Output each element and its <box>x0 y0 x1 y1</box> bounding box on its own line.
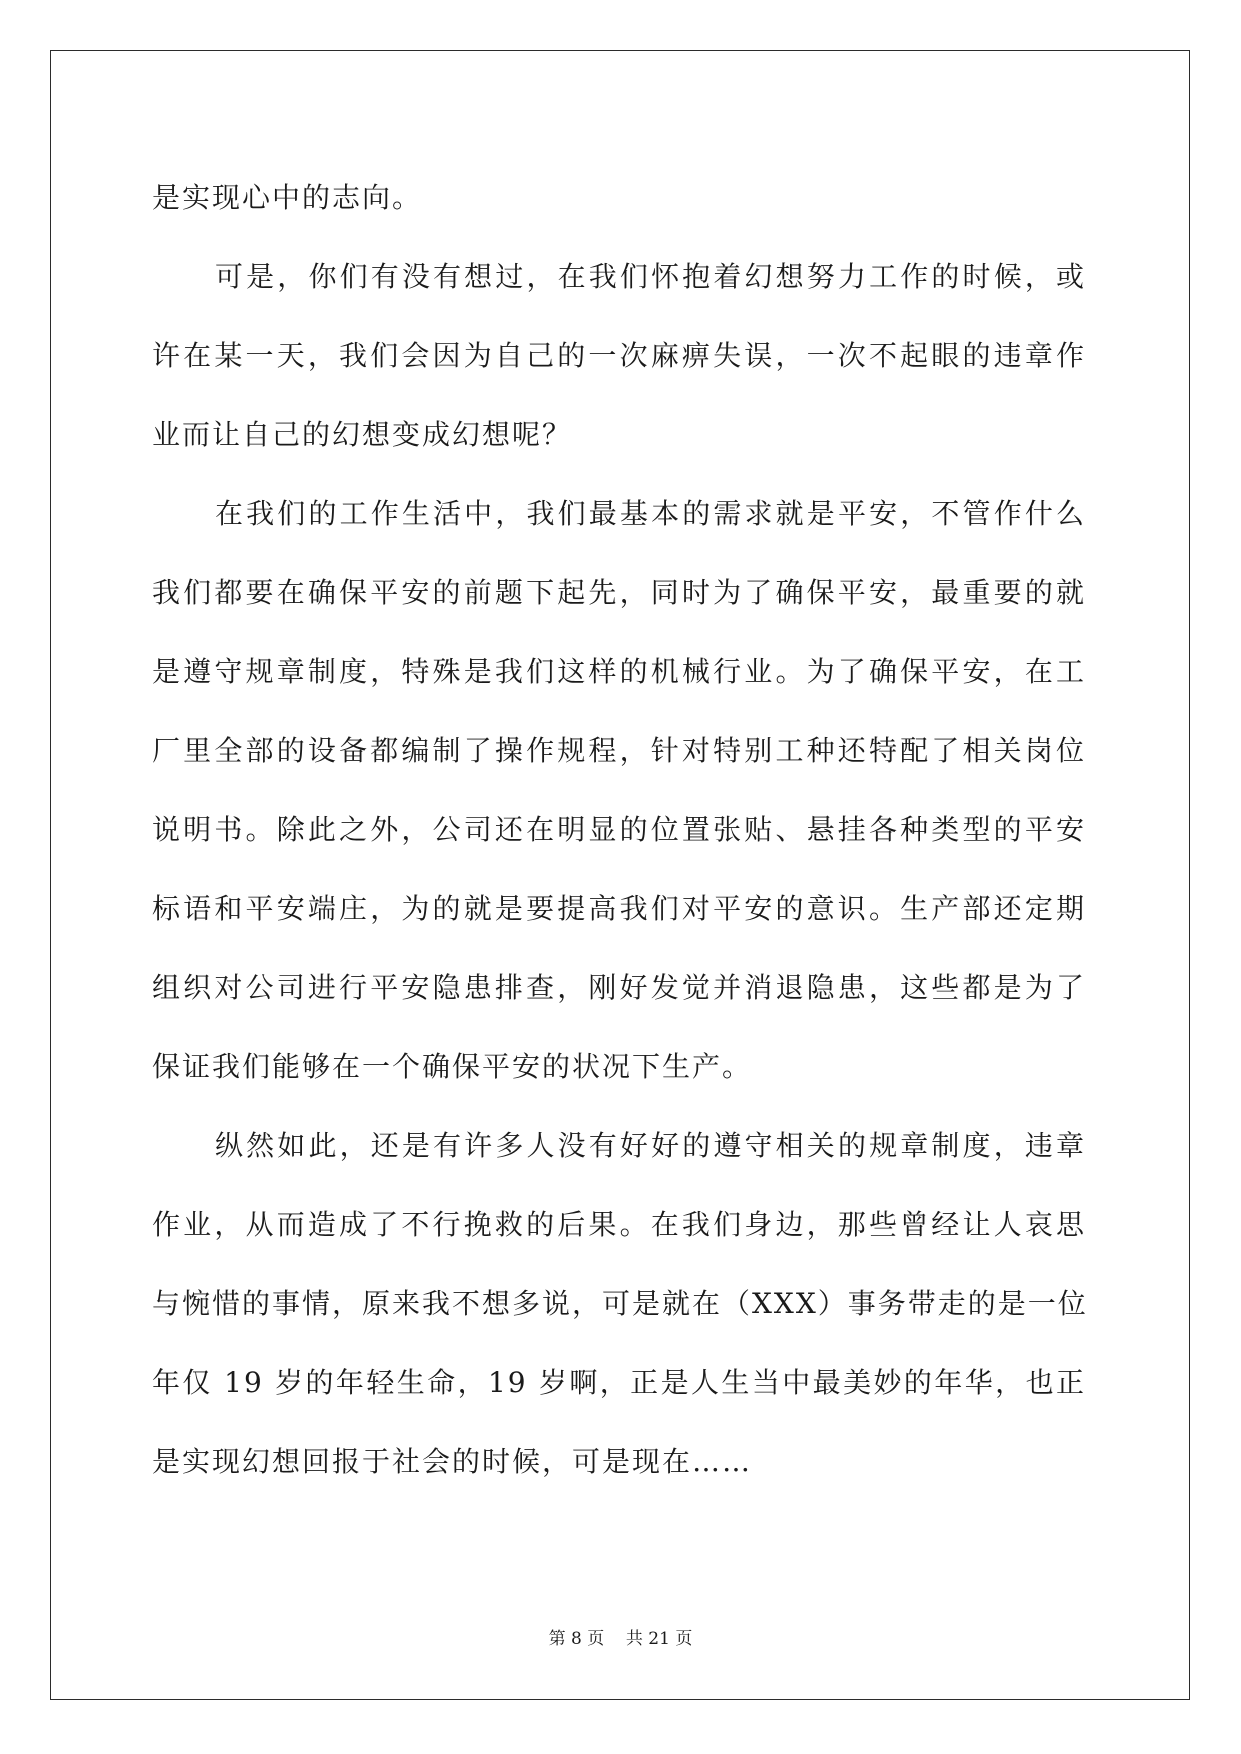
text-line: 业而让自己的幻想变成幻想呢？ <box>152 418 573 451</box>
text-line: 年仅 19 岁的年轻生命，19 岁啊，正是人生当中最美妙的年华，也正 <box>152 1366 1086 1399</box>
text-line: 是实现幻想回报于社会的时候，可是现在…… <box>152 1445 753 1478</box>
text-line: 在我们的工作生活中，我们最基本的需求就是平安，不管作什么 <box>215 497 1086 530</box>
text-line: 说明书。除此之外，公司还在明显的位置张贴、悬挂各种类型的平安 <box>152 813 1086 846</box>
text-line: 作业，从而造成了不行挽救的后果。在我们身边，那些曾经让人哀思 <box>152 1208 1086 1241</box>
text-line: 与惋惜的事情，原来我不想多说，可是就在（XXX）事务带走的是一位 <box>152 1287 1088 1320</box>
text-line: 纵然如此，还是有许多人没有好好的遵守相关的规章制度，违章 <box>215 1129 1086 1162</box>
text-line: 是实现心中的志向。 <box>152 181 423 214</box>
page-number: 第 8 页 共 21 页 <box>548 1629 693 1649</box>
text-line: 标语和平安端庄，为的就是要提高我们对平安的意识。生产部还定期 <box>152 892 1086 925</box>
text-line: 许在某一天，我们会因为自己的一次麻痹失误，一次不起眼的违章作 <box>152 339 1086 372</box>
text-line: 组织对公司进行平安隐患排查，刚好发觉并消退隐患，这些都是为了 <box>152 971 1086 1004</box>
text-line: 厂里全部的设备都编制了操作规程，针对特别工种还特配了相关岗位 <box>152 734 1086 767</box>
text-line: 保证我们能够在一个确保平安的状况下生产。 <box>152 1050 753 1083</box>
text-line: 可是，你们有没有想过，在我们怀抱着幻想努力工作的时候，或 <box>215 260 1086 293</box>
page-footer <box>0 1624 1241 1649</box>
document-body <box>152 158 1086 1501</box>
text-line: 是遵守规章制度，特殊是我们这样的机械行业。为了确保平安，在工 <box>152 655 1086 688</box>
text-line: 我们都要在确保平安的前题下起先，同时为了确保平安，最重要的就 <box>152 576 1086 609</box>
